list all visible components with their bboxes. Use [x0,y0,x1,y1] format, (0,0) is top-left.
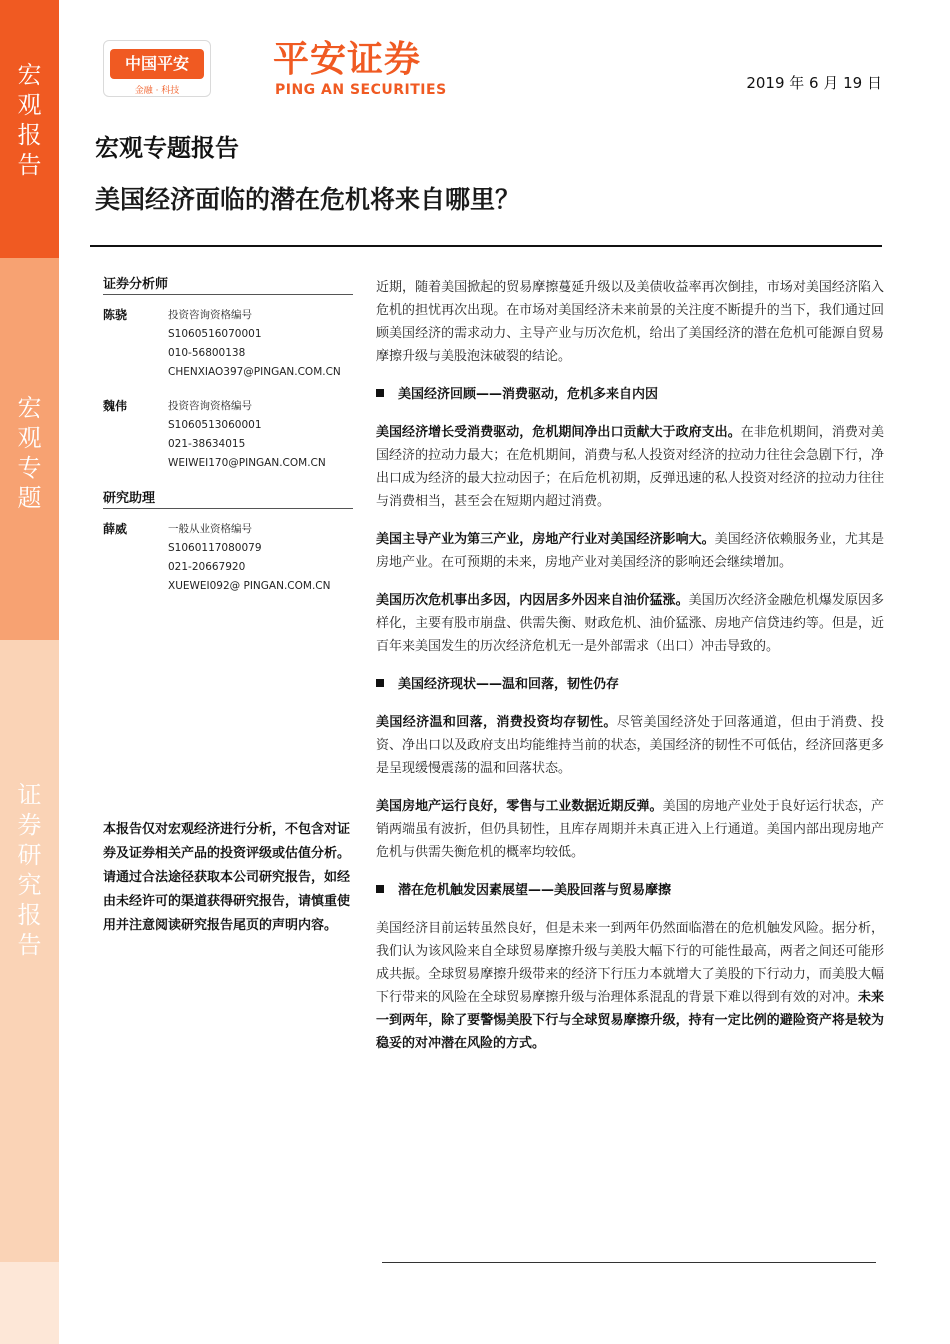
section-heading-text: 美国经济回顾——消费驱动，危机多来自内因 [398,387,659,402]
disclaimer-usage: 请通过合法途径获取本公司研究报告，如经由未经许可的渠道获得研究报告，请慎重使用并注意阅读研究报告尾页的声明内容。 [103,870,351,933]
analyst-phone: 010-56800138 [168,347,246,359]
analysts-heading [103,273,353,292]
section-heading-text: 美国经济现状——温和回落，韧性仍存 [398,677,620,692]
assistant-phone: 021-20667920 [168,561,246,573]
analyst-qualification-label: 投资咨询资格编号 [168,309,252,321]
assistant-details [168,520,368,596]
section-heading [376,879,884,902]
assistants-divider [103,508,353,509]
summary-paragraph [376,421,884,513]
footer-divider [382,1262,876,1263]
analyst-details [168,306,368,382]
ping-an-group-logo [103,40,211,97]
ping-an-securities-logo-cn: 平安证券 [273,39,422,80]
square-bullet-icon [376,885,384,893]
analyst-phone: 021-38634015 [168,438,246,450]
assistants-heading [103,487,353,506]
side-label-research-report: 证券研究报告 [17,781,42,959]
report-date: 2019 年 6 月 19 日 [746,74,882,92]
side-label-macro-special: 宏观专题 [17,394,42,512]
analyst-name: 陈骁 [103,308,128,322]
side-band [0,0,59,1344]
section-heading-text: 潜在危机触发因素展望——美股回落与贸易摩擦 [398,883,672,898]
section-heading [376,383,884,406]
summary-paragraph [376,917,884,1055]
analyst-email: CHENXIAO397@PINGAN.COM.CN [168,366,341,378]
paragraph-conclusion: 未来一到两年，除了要警惕美股下行与全球贸易摩擦升级，持有一定比例的避险资产将是较为稳妥的对冲潜在风险的方式。 [376,990,884,1051]
assistant-email: XUEWEI092@ PINGAN.COM.CN [168,580,331,592]
summary-paragraph [376,528,884,574]
paragraph-lead: 美国房地产运行良好，零售与工业数据近期反弹。 [376,799,663,814]
paragraph-lead: 美国主导产业为第三产业，房地产行业对美国经济影响大。 [376,532,715,547]
assistant-qualification-number: S1060117080079 [168,542,262,554]
analyst-qualification-number: S1060513060001 [168,419,262,431]
analyst-name: 魏伟 [103,399,128,413]
analyst-qualification-number: S1060516070001 [168,328,262,340]
analyst-details [168,397,368,473]
report-summary [376,276,884,1070]
analysts-heading-text: 证券分析师 [103,277,169,292]
ping-an-group-logo-tagline: 金融 · 科技 [134,86,180,96]
analyst-qualification-label: 投资咨询资格编号 [168,400,252,412]
paragraph-text: 美国历次经济金融危机爆发原因多样化，主要有股市崩盘、供需失衡、财政危机、油价猛涨、房地产信贷违约等。但是，近百年来美国发生的历次经济危机无一是外部需求（出口）冲击导致的。 [376,593,884,654]
analyst-email: WEIWEI170@PINGAN.COM.CN [168,457,326,469]
side-label-macro-report: 宏观报告 [17,61,42,179]
square-bullet-icon [376,389,384,397]
title-divider [90,245,882,247]
report-category: 宏观专题报告 [95,134,239,162]
section-heading [376,673,884,696]
ping-an-securities-logo-en: PING AN SECURITIES [275,82,447,98]
side-band-segment-4 [0,1262,59,1344]
assistant-qualification-label: 一般从业资格编号 [168,523,252,535]
paragraph-lead: 美国历次危机事出多因，内因居多外因来自油价猛涨。 [376,593,689,608]
paragraph-text: 美国的房地产业处于良好运行状态，产销两端虽有波折，但仍具韧性，且库存周期并未真正进入上行通道。美国内部出现房地产危机与供需失衡危机的概率均较低。 [376,799,884,860]
summary-paragraph [376,795,884,864]
square-bullet-icon [376,679,384,687]
summary-paragraph [376,589,884,658]
intro-paragraph: 近期，随着美国掀起的贸易摩擦蔓延升级以及美债收益率再次倒挂，市场对美国经济陷入危机的担忧再次出现。在市场对美国经济未来前景的关注度不断提升的当下，我们通过回顾美国经济的需求动力、主导产业与历次危机，给出了美国经济的潜在危机可能源自贸易摩擦升级与美股泡沫破裂的结论。 [376,280,884,364]
assistants-heading-text: 研究助理 [103,491,156,506]
paragraph-text: 尽管美国经济处于回落通道，但由于消费、投资、净出口以及政府支出均能维持当前的状态，美国经济的韧性不可低估，经济回落更多是呈现缓慢震荡的温和回落状态。 [376,715,884,776]
disclaimer [103,818,353,938]
paragraph-text: 美国经济依赖服务业，尤其是房地产业。在可预期的未来，房地产业对美国经济的影响还会继续增加。 [376,532,884,570]
paragraph-lead: 美国经济温和回落，消费投资均存韧性。 [376,715,617,730]
disclaimer-scope: 本报告仅对宏观经济进行分析，不包含对证券及证券相关产品的投资评级或估值分析。 [103,822,351,861]
paragraph-lead: 美国经济增长受消费驱动，危机期间净出口贡献大于政府支出。 [376,425,741,440]
paragraph-text: 在非危机期间，消费对美国经济的拉动力最大；在危机期间，消费与私人投资对经济的拉动力往往会急剧下行，净出口成为经济的最大拉动因子；在后危机初期，反弹迅速的私人投资对经济的拉动力往往与消费相当，甚至会在短期内超过消费。 [376,425,884,509]
paragraph-text: 美国经济目前运转虽然良好，但是未来一到两年仍然面临潜在的危机触发风险。据分析，我们认为该风险来自全球贸易摩擦升级与美股大幅下行的可能性最高，两者之间还可能形成共振。全球贸易摩擦升级带来的经济下行压力本就增大了美股的下行动力，而美股大幅下行带来的风险在全球贸易摩擦升级与治理体系混乱的背景下难以得到有效的对冲。 [376,921,884,1005]
ping-an-group-logo-text: 中国平安 [110,49,204,79]
analysts-divider [103,294,353,295]
summary-paragraph [376,711,884,780]
assistant-name: 薛威 [103,522,128,536]
ping-an-securities-logo [273,38,463,100]
report-title: 美国经济面临的潜在危机将来自哪里？ [95,185,521,214]
